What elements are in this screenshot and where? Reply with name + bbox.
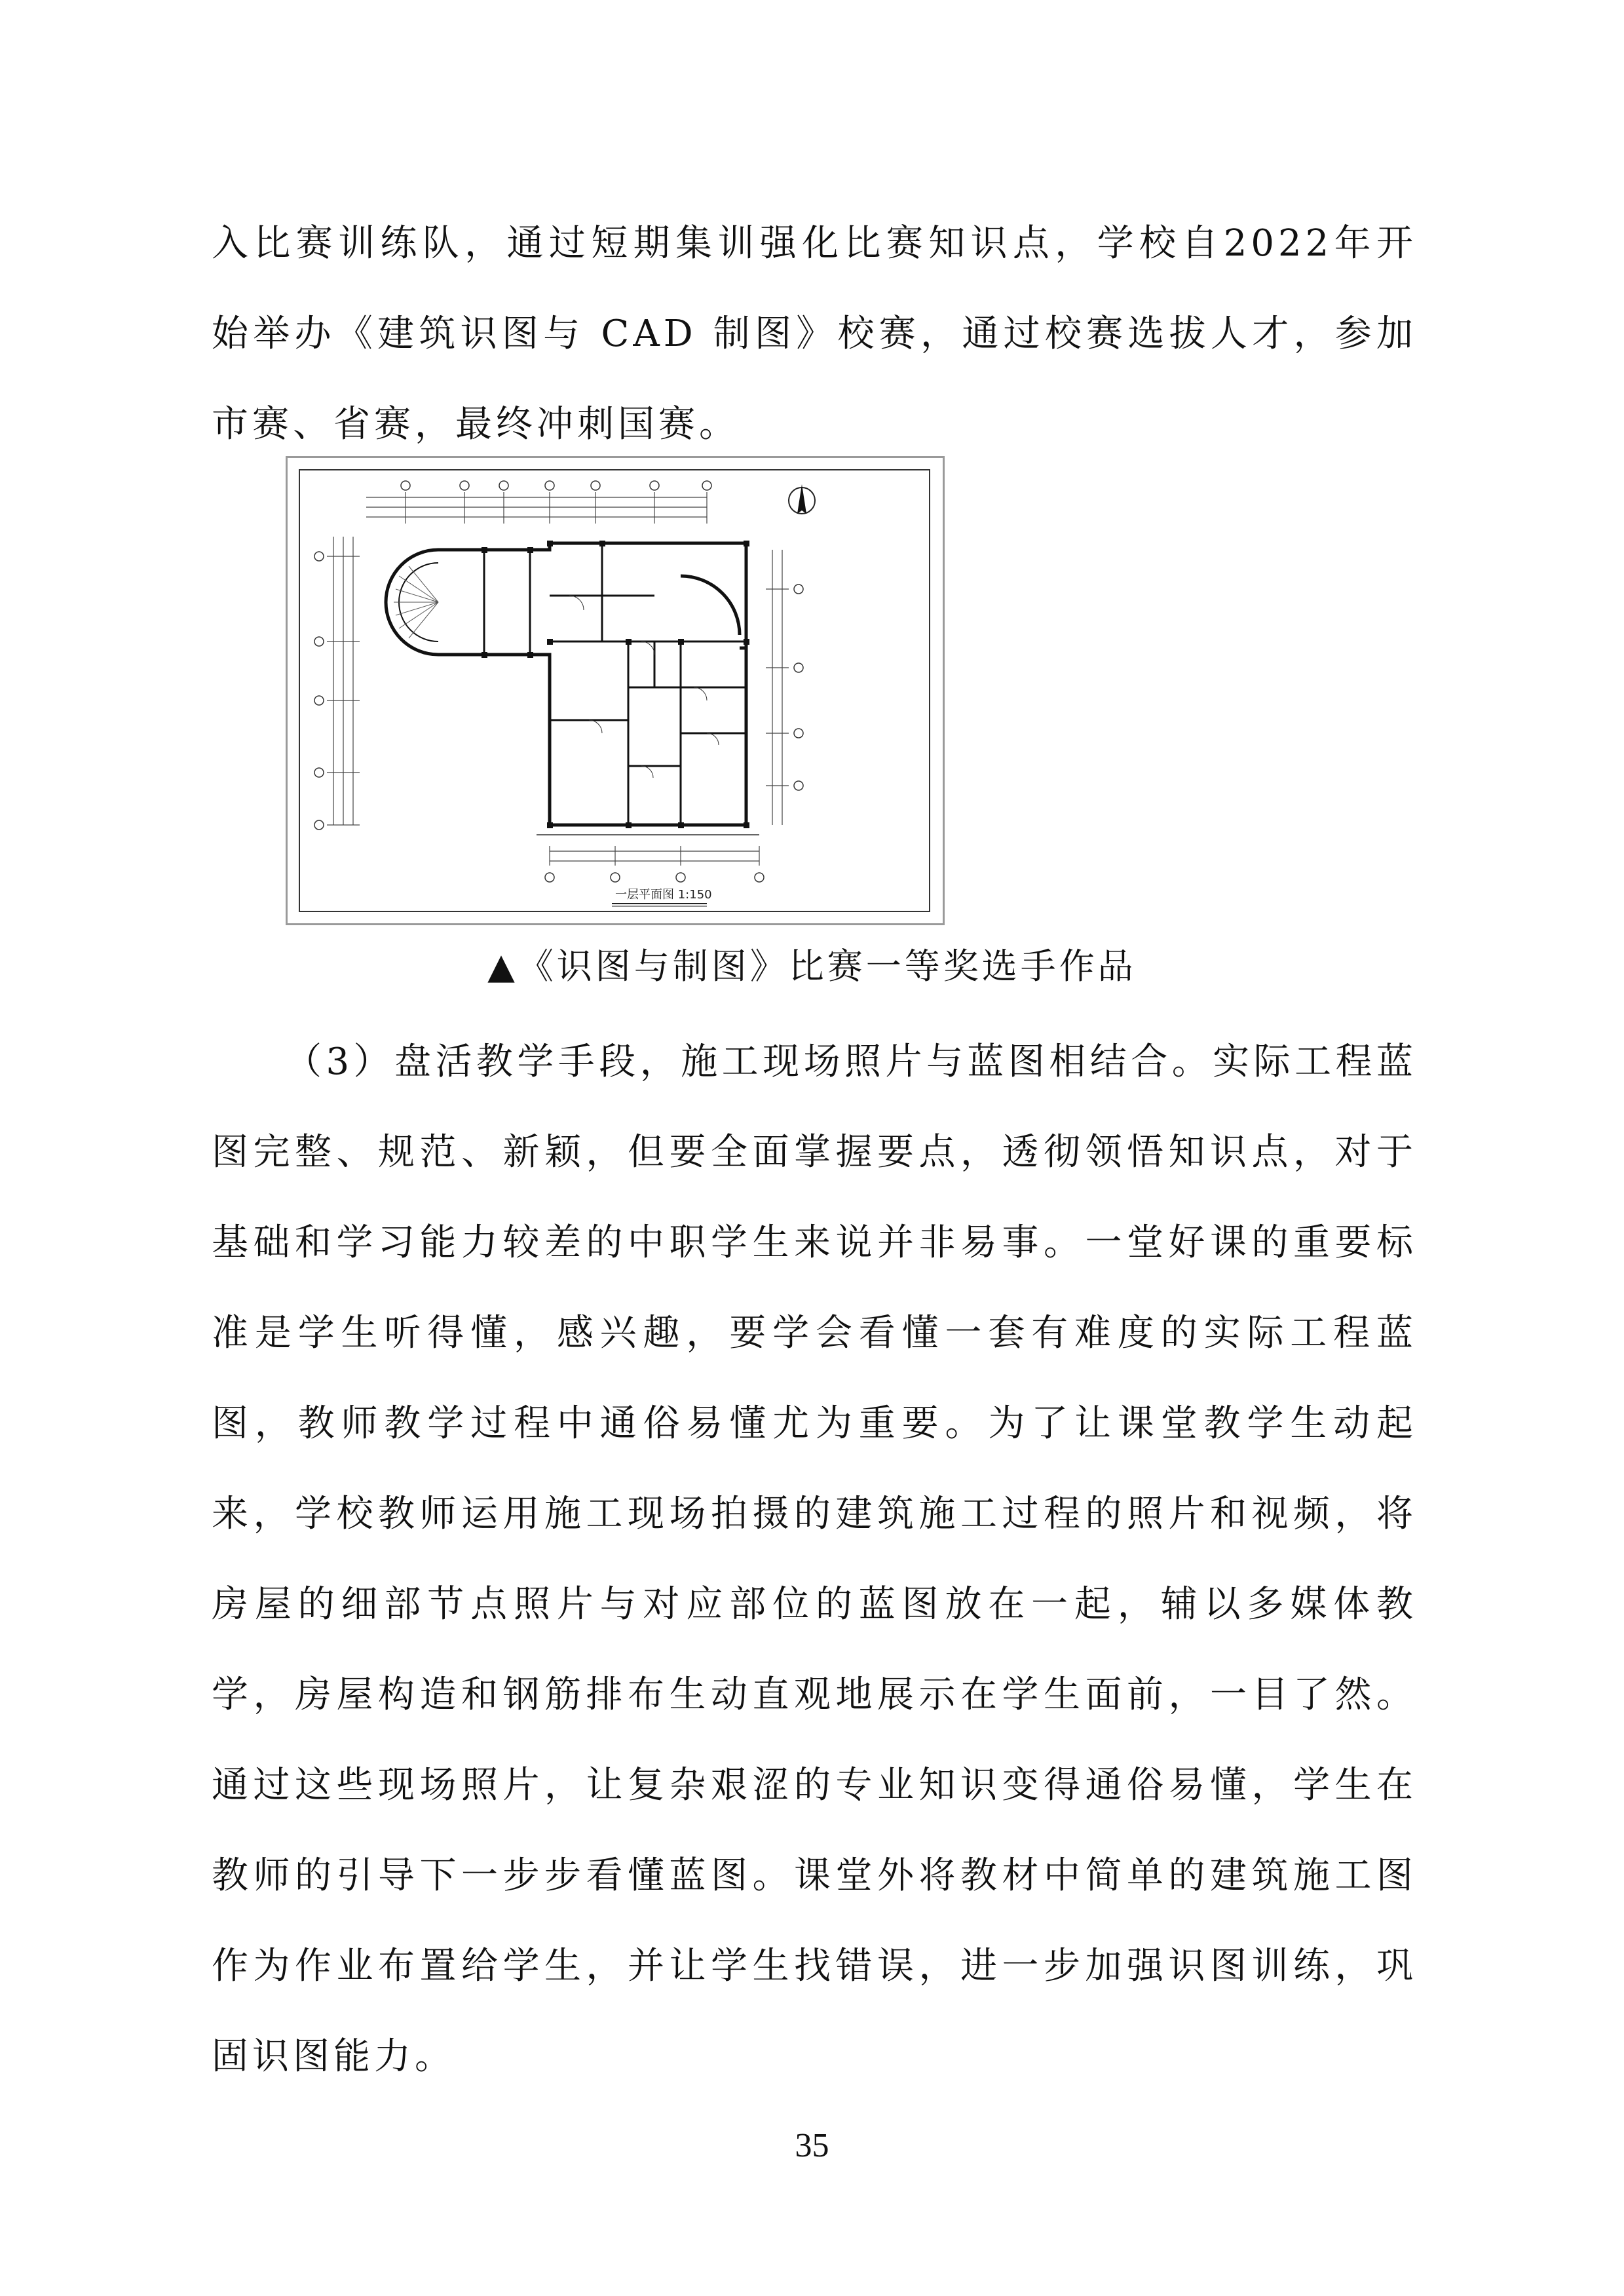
drawing-title: 一层平面图 1:150 bbox=[615, 888, 712, 902]
floor-plan-drawing bbox=[288, 458, 943, 923]
figure-caption: ▲《识图与制图》比赛一等奖选手作品 bbox=[487, 946, 1137, 987]
floor-plan-figure bbox=[286, 456, 945, 925]
page-number: 35 bbox=[795, 2127, 829, 2164]
body-paragraph-2: （3）盘活教学手段，施工现场照片与蓝图相结合。实际工程蓝图完整、规范、新颖，但要全面掌握要点，透彻领悟知识点，对于基础和学习能力较差的中职学生来说并非易事。一堂好课的重要标准是学生听得懂，感兴趣，要学会看懂一套有难度的实际工程蓝图，教师教学过程中通俗易懂尤为重要。为了让课堂教学生动起来，学校教师运用施工现场拍摄的建筑施工过程的照片和视频，将房屋的细部节点照片与对应部位的蓝图放在一起，辅以多媒体教学，房屋构造和钢筋排布生动直观地展示在学生面前，一目了然。通过这些现场照片，让复杂艰涩的专业知识变得通俗易懂，学生在教师的引导下一步步看懂蓝图。课堂外将教材中简单的建筑施工图作为作业布置给学生，并让学生找错误，进一步加强识图训练，巩固识图能力。 bbox=[212, 1041, 1417, 2078]
body-paragraph-1: 入比赛训练队，通过短期集训强化比赛知识点，学校自2022年开始举办《建筑识图与 CAD 制图》校赛，通过校赛选拔人才，参加市赛、省赛，最终冲刺国赛。 bbox=[212, 222, 1417, 446]
north-arrow-icon bbox=[789, 484, 815, 514]
